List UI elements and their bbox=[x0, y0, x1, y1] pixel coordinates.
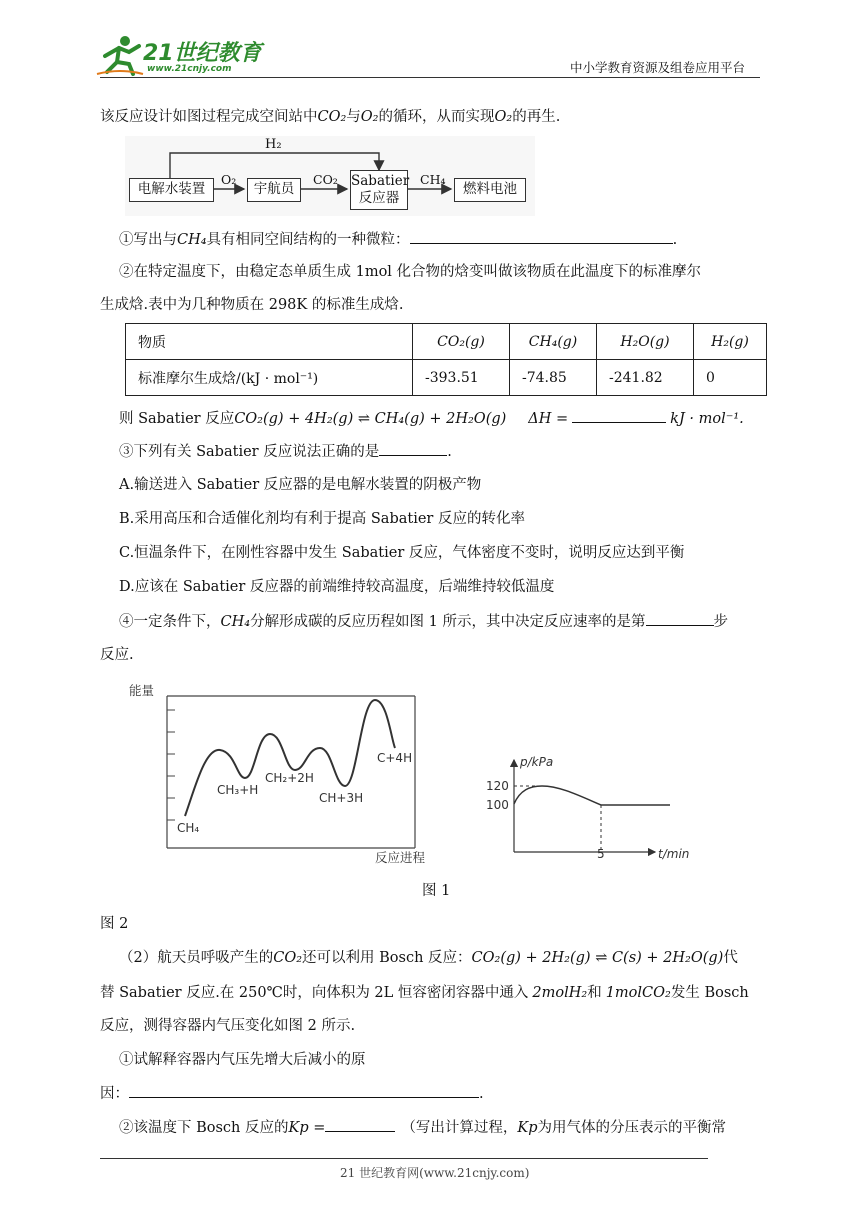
question-1 bbox=[119, 229, 677, 250]
question-3 bbox=[119, 441, 452, 462]
fig2-pressure-curve bbox=[514, 786, 670, 805]
flow-diagram bbox=[125, 136, 535, 216]
part2-text: 还可以利用 Bosch 反应： bbox=[302, 950, 472, 966]
delta-h-label: ΔH = bbox=[528, 411, 569, 427]
table-cell: -74.85 bbox=[510, 360, 597, 396]
part-2-line2 bbox=[100, 983, 749, 1003]
part2-text: 代 bbox=[723, 950, 738, 966]
co2-formula: CO₂ bbox=[273, 950, 303, 966]
fig1-label-ch3h: CH₃+H bbox=[217, 783, 259, 797]
part2-text: 和 bbox=[587, 985, 602, 1001]
flow-box-fuelcell: 燃料电池 bbox=[454, 178, 526, 202]
fig1-label-ch4: CH₄ bbox=[177, 821, 200, 835]
table-cell: 0 bbox=[694, 360, 767, 396]
part2-text: （写出计算过程， bbox=[401, 1120, 518, 1136]
flow-box-electrolysis: 电解水装置 bbox=[129, 178, 214, 202]
figure-1-caption: 图 1 bbox=[422, 883, 451, 899]
q1-text: 具有相同空间结构的一种微粒： bbox=[206, 232, 410, 248]
intro-text: 的循环，从而实现 bbox=[378, 109, 495, 125]
question-4-line2: 反应. bbox=[100, 647, 134, 663]
answer-blank[interactable] bbox=[129, 1083, 479, 1098]
question-2-line2: 生成焓.表中为几种物质在 298K 的标准生成焓. bbox=[100, 297, 404, 313]
kp-label: Kp = bbox=[288, 1120, 326, 1136]
fig1-label-c4h: C+4H bbox=[377, 751, 413, 765]
part-2-question-1-line2 bbox=[100, 1083, 484, 1104]
q4-text: 分解形成碳的反应历程如图 1 所示，其中决定反应速率的是第 bbox=[250, 614, 646, 630]
table-row-label: 标准摩尔生成焓/(kJ · mol⁻¹) bbox=[126, 360, 413, 396]
q4-text: ④一定条件下， bbox=[119, 614, 221, 630]
q4-text: 步 bbox=[713, 614, 729, 630]
fig1-label-ch22h: CH₂+2H bbox=[265, 771, 314, 785]
fig1-ylabel: 能量 bbox=[129, 683, 155, 698]
flow-box-sabatier bbox=[350, 170, 408, 210]
flow-box-sabatier-line2: 反应器 bbox=[358, 190, 400, 206]
o2-formula: O₂ bbox=[360, 109, 379, 125]
q3-end: . bbox=[447, 444, 452, 460]
option-c: C.恒温条件下，在刚性容器中发生 Sabatier 反应，气体密度不变时，说明反应达到平衡 bbox=[119, 545, 685, 561]
table-header-cell: H₂O(g) bbox=[597, 324, 694, 360]
enthalpy-table bbox=[125, 323, 767, 396]
table-header-cell: H₂(g) bbox=[694, 324, 767, 360]
table-header-cell: CH₄(g) bbox=[510, 324, 597, 360]
logo-main-text: 21世纪教育 bbox=[143, 41, 262, 66]
fig1-xlabel: 反应进程 bbox=[375, 850, 425, 865]
table-header-cell: CO₂(g) bbox=[413, 324, 510, 360]
table-header-cell: 物质 bbox=[126, 324, 413, 360]
part2-text: 为用气体的分压表示的平衡常 bbox=[537, 1120, 727, 1136]
table-row bbox=[126, 360, 767, 396]
question-4 bbox=[119, 611, 728, 632]
delta-h-unit: kJ · mol⁻¹. bbox=[670, 411, 744, 427]
option-b: B.采用高压和合适催化剂均有利于提高 Sabatier 反应的转化率 bbox=[119, 511, 525, 527]
flow-box-sabatier-line1: Sabatier bbox=[351, 173, 410, 189]
fig2-ytick-100: 100 bbox=[486, 798, 509, 812]
answer-blank[interactable] bbox=[646, 611, 714, 626]
part-2-question-1: ①试解释容器内气压先增大后减小的原 bbox=[119, 1052, 366, 1068]
answer-blank[interactable] bbox=[325, 1117, 395, 1132]
figure-2-pressure-time bbox=[480, 752, 690, 862]
fig2-xlabel: t/min bbox=[658, 847, 690, 861]
answer-blank[interactable] bbox=[379, 441, 447, 456]
kp-symbol: Kp bbox=[517, 1120, 538, 1136]
option-a: A.输送进入 Sabatier 反应器的是电解水装置的阴极产物 bbox=[119, 477, 482, 493]
part2-text: 替 Sabatier 反应.在 250℃时，向体积为 2L 恒容密闭容器中通入 bbox=[100, 985, 529, 1001]
intro-line bbox=[100, 107, 560, 127]
footer-rule bbox=[100, 1158, 708, 1159]
option-d: D.应该在 Sabatier 反应器的前端维持较高温度，后端维持较低温度 bbox=[119, 579, 555, 595]
flow-arrow-ch4-label: CH₄ bbox=[420, 172, 446, 187]
fig1-label-ch3h2: CH+3H bbox=[319, 791, 364, 805]
figure-2-caption: 图 2 bbox=[100, 916, 129, 932]
sabatier-prefix: 则 Sabatier 反应 bbox=[119, 411, 235, 427]
co2-formula: CO₂ bbox=[317, 109, 347, 125]
part-2-line1 bbox=[119, 948, 738, 968]
part2-text: ②该温度下 Bosch 反应的 bbox=[119, 1120, 289, 1136]
fig1-energy-curve bbox=[185, 700, 395, 816]
flow-arrow-o2-label: O₂ bbox=[221, 172, 237, 187]
footer-text: 21 世纪教育网(www.21cnjy.com) bbox=[340, 1166, 530, 1180]
o2-formula: O₂ bbox=[494, 109, 513, 125]
question-2-line1: ②在特定温度下，由稳定态单质生成 1mol 化合物的焓变叫做该物质在此温度下的标准摩尔 bbox=[119, 264, 702, 280]
flow-h2-label: H₂ bbox=[265, 137, 282, 152]
intro-text: 与 bbox=[346, 109, 361, 125]
part2-text: 因： bbox=[100, 1086, 129, 1102]
header-right-text: 中小学教育资源及组卷应用平台 bbox=[570, 60, 746, 75]
part2-text: （2）航天员呼吸产生的 bbox=[119, 950, 274, 966]
table-header-row bbox=[126, 324, 767, 360]
part2-text: 发生 Bosch bbox=[670, 985, 749, 1001]
intro-text: 的再生. bbox=[512, 109, 561, 125]
q1-end: . bbox=[672, 232, 678, 248]
header-rule bbox=[100, 77, 760, 78]
part-2-line3: 反应，测得容器内气压变化如图 2 所示. bbox=[100, 1018, 356, 1034]
part-2-question-2 bbox=[119, 1117, 726, 1138]
fig2-xtick-5: 5 bbox=[597, 847, 605, 861]
table-cell: -393.51 bbox=[413, 360, 510, 396]
intro-text: 该反应设计如图过程完成空间站中 bbox=[100, 109, 318, 125]
co2-amount: 1molCO₂ bbox=[605, 985, 671, 1001]
h2-amount: 2molH₂ bbox=[532, 985, 588, 1001]
fig2-ylabel: p/kPa bbox=[520, 755, 554, 769]
fig2-ytick-120: 120 bbox=[486, 779, 509, 793]
q3-stem: ③下列有关 Sabatier 反应说法正确的是 bbox=[119, 444, 380, 460]
ch4-formula: CH₄ bbox=[177, 232, 207, 248]
ch4-formula: CH₄ bbox=[220, 614, 251, 630]
answer-blank[interactable] bbox=[410, 229, 673, 244]
site-logo bbox=[95, 34, 265, 78]
runner-logo-icon bbox=[95, 34, 145, 78]
table-cell: -241.82 bbox=[597, 360, 694, 396]
part2-end: . bbox=[479, 1086, 484, 1102]
q1-text: ①写出与 bbox=[119, 232, 177, 248]
flow-box-astronaut: 宇航员 bbox=[247, 178, 301, 202]
logo-sub-text: www.21cnjy.com bbox=[147, 64, 232, 74]
sabatier-equation: CO₂(g) + 4H₂(g) ⇌ CH₄(g) + 2H₂O(g) bbox=[234, 411, 507, 427]
sabatier-equation-line bbox=[119, 408, 744, 429]
answer-blank[interactable] bbox=[572, 408, 666, 423]
figure-1-energy-profile bbox=[125, 678, 425, 868]
flow-arrow-co2-label: CO₂ bbox=[313, 172, 338, 187]
bosch-equation: CO₂(g) + 2H₂(g) ⇌ C(s) + 2H₂O(g) bbox=[471, 950, 724, 966]
